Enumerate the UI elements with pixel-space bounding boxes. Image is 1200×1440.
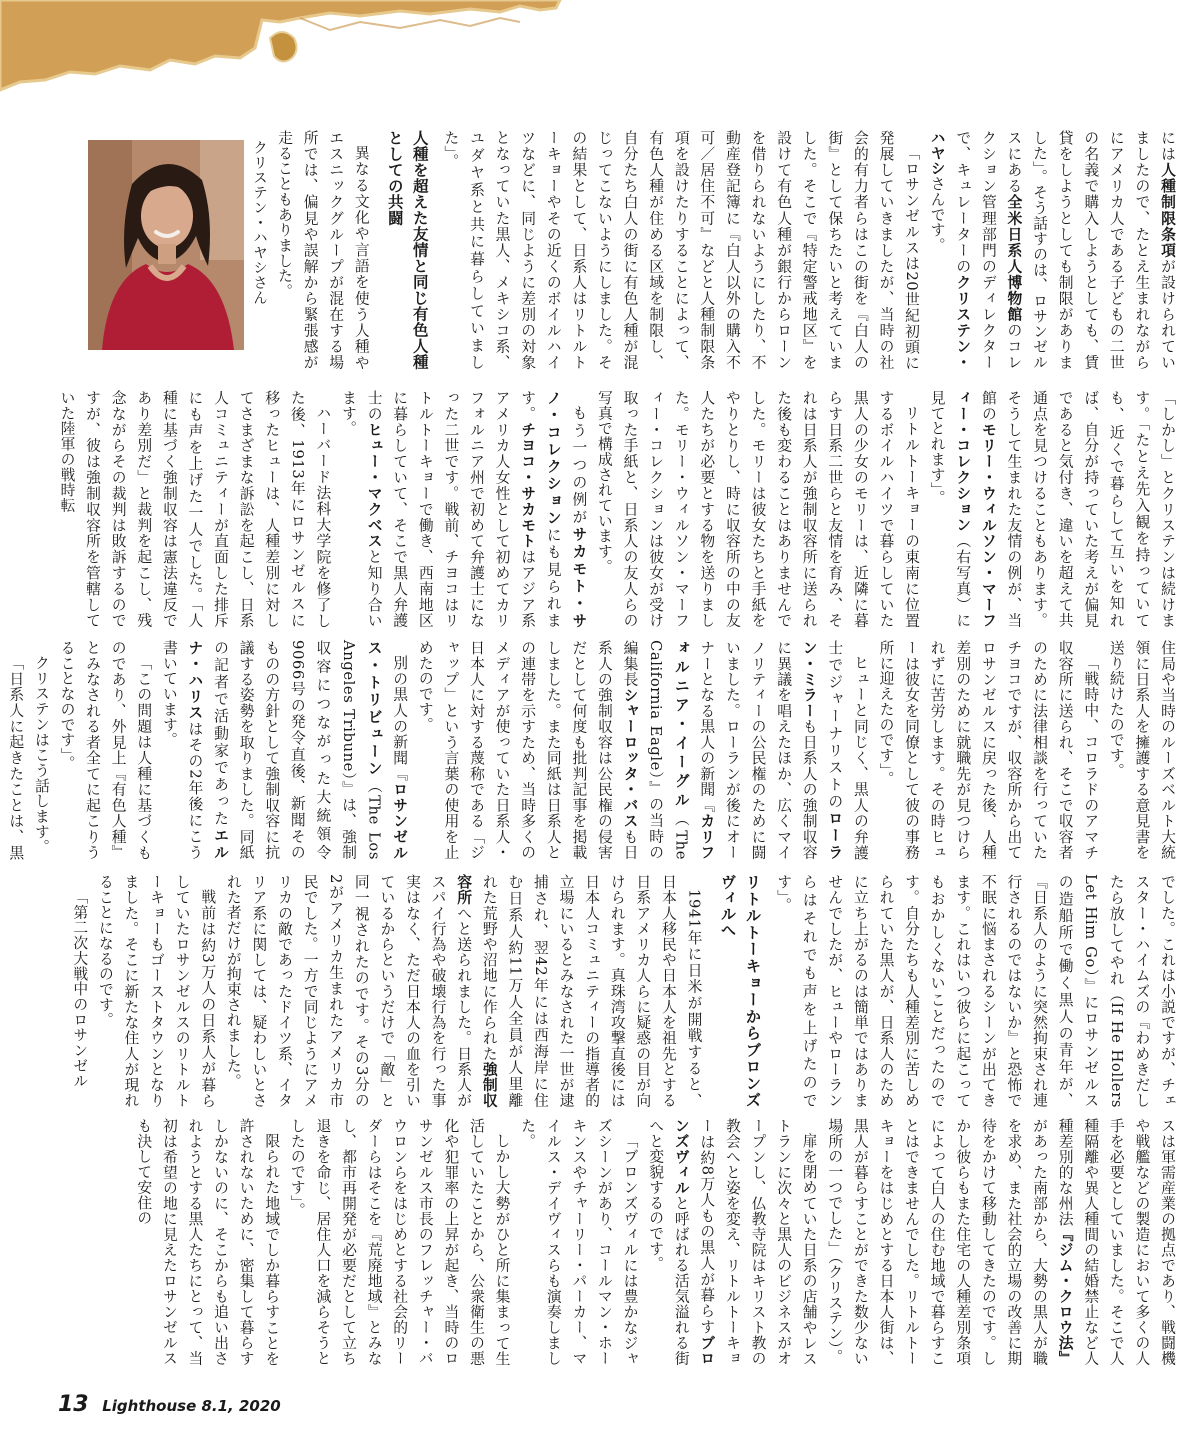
article-paragraph	[0, 640, 28, 860]
body-text: へと送られました。日系人がスパイ行為や破壊行為を行った事実はなく、ただ日本人の血を引いているからというだけで「敵」と同一視されたのです。その3分の2がアメリカ生まれたアメリカ市民でした。一方で同じようにアメリカの敵であったドイツ系、イタリア系に関しては、疑わしいとされた者だけが拘束されました。	[224, 874, 473, 1108]
emphasis-text: 『ジム・クロウ法』	[1056, 1226, 1074, 1367]
article-paragraph	[28, 640, 54, 860]
section-heading: 人種を超えた友情と同じ有色人種としての共闘	[385, 130, 429, 370]
emphasis-text: 人種制限条項	[1159, 162, 1176, 259]
article-column-1	[276, 130, 1180, 370]
body-text: スは軍需産業の拠点であり、戦闘機や戦艦などの製造において多くの人手を必要としていました。そこで人種隔離や異人種間の結婚禁止など人種差別的な州法	[1056, 1118, 1176, 1366]
body-text: も日系人の強制収容は公民権の侵害だとして何度も批判記事を掲載しました。また同紙は日系人との連帯を示すため、当時多くのメディアが使っていた日系人・日本人に対する蔑称である「ジャップ」という言葉の使用を止めたのです。	[416, 640, 639, 860]
body-text: 別の黒人の新聞『	[391, 654, 409, 782]
body-text: 限られた地域でしか暮らすことを許されないために、密集して暮らすしかないのに、そこからも追い出されようとする黒人たちにとって、当初は希望の地に見えたロサンゼルスも決して安住の	[135, 1118, 281, 1366]
article-paragraph	[873, 640, 1103, 860]
body-text: 住局や当時のルーズベルト大統領に日系人を擁護する意見書を送り続けたのです。	[1107, 640, 1176, 860]
body-text: 1941年に日米が開戦すると、日本人移民や日本人を祖先とする日系アメリカ人らに疑惑の目が向けられます。真珠湾攻撃直後には日本人コミュニティーの指導者的立場にいるとみなされた一世が逮捕され、翌42年には西海岸に住む日系人約11万人全員が人里離れた荒野や沼地に作られた	[480, 874, 703, 1108]
body-text: さんです。	[928, 176, 946, 253]
article-column-3	[7, 640, 1180, 861]
body-text: はアジア系アメリカ人女性として初めてカリフォルニア州で初めて弁護士になった二世です。戦前、チヨコはリトルトーキョーで働き、西南地区に暮らしていて、そこで黒人弁護士の	[365, 390, 537, 629]
article-paragraph	[54, 390, 336, 628]
body-text: も日系人の強制収容に異議を唱えたほか、広くマイノリティーの公民権のために闘いました。ローランが後にオーナーとなる黒人の新聞『	[698, 640, 818, 861]
article-paragraph	[591, 390, 924, 628]
article-column-5	[90, 1118, 1180, 1366]
article-column-2	[58, 390, 1180, 629]
article-column-4	[71, 874, 1180, 1108]
emphasis-text: チヨコ・サカモト	[519, 421, 537, 550]
body-text: 「ロサンゼルスは20世紀初頭に発展していきましたが、当時の社会的有力者らはこの街を『白人の街』として保ちたいと考えていました。そこで『特定警戒地区』を設けて有色人種が銀行からローンを借りられないようにしたり、不動産登記簿に『白人以外の購入不可／居住不可』などと人種制限条項を設けたりすることによって、有色人種が住める区域を制限し、自分たち白人の街に有色人種が混じってこないようにしました。その結果として、日系人はリトルトーキョーやその近くのボイルハイツなどに、同じように差別の対象となっていた黒人、メキシコ系、ユダヤ系と共に暮らしていました」。	[442, 130, 921, 370]
emphasis-text: カリフォルニア・イーグル	[672, 640, 716, 860]
body-text: 「第二次大戦中のロサンゼル	[71, 888, 89, 1089]
photo-caption: クリステン・ハヤシさん	[251, 140, 267, 305]
body-text: ヒューと同じく、黒人の弁護士でジャーナリストの	[826, 640, 869, 860]
article-paragraph	[67, 874, 93, 1108]
article-paragraph	[131, 1118, 285, 1366]
article-paragraph	[924, 130, 1180, 370]
body-text: にも見られます。	[519, 390, 562, 628]
article-paragraph	[438, 130, 924, 370]
body-text: が設けられていましたので、たとえ生まれながらにアメリカ人である子どもの二世の名義で購入しようとしても、賃貸をしようとしても制限がありました」。そう話すのは、ロサンゼルスにある	[1005, 130, 1176, 370]
article-paragraph	[515, 1118, 643, 1366]
body-text: と知り合います。	[340, 390, 383, 629]
portrait-photo	[88, 140, 244, 350]
article-paragraph	[271, 130, 373, 370]
body-text: 戦前は約3万人の日系人が暮らしていたロサンゼルスのリトルトーキョーもゴーストタウンとなりました。そこに新たな住人が現れることになるのです。	[96, 874, 217, 1108]
emphasis-text: ブロンズヴィル	[672, 1118, 716, 1367]
body-text: リトルトーキョーの東南に位置するボイルハイツで暮らしていた黒人の少女のモリーは、近隣に暮らす日系二世らと友情を育み、それは日系人が強制収容所に送られた後も変わることはありませんでした。モリーは彼女たちと手紙をやりとりし、時に収容所の中の友人たちが必要とする物を送りました。モリー・ウィルソン・マーフィー・コレクションは彼女が受け取った手紙と、日系人の友人らの写真で構成されています。	[595, 390, 921, 628]
emphasis-text: ロサンゼルス・トリビューン	[365, 640, 409, 860]
page-footer	[58, 1392, 281, 1417]
article-paragraph	[1103, 640, 1180, 860]
body-text: しかし大勢がひと所に集まって生活していたことから、公衆衛生の悪化や犯罪率の上昇が起き、当時のロサンゼルス市長のフレッチャー・バウロンらをはじめとする社会的リーダーらはそこを『荒廃地域』とみなし、都市再開発が必要だとして立ち退きを命じ、居住人口を減らそうとしたのです」。	[288, 1118, 511, 1366]
article-paragraph	[284, 1118, 514, 1366]
body-text: （右写真）に見てとれます」。	[928, 390, 972, 628]
article-paragraph	[924, 390, 1180, 628]
body-text: でした。これは小説ですが、チェスター・ハイムズの『わめきだしたら放してやれ（If He Hollers Let Him Go）』にロサンゼルスの造船所で働く黒人の青年が、『日系人のように突然拘束され連行されるのではないか』と恐怖で不眠に悩まされるシーンが出てきます。これはいつ彼らに起こってもおかしくないことだったのです。自分たちも人種差別に苦しめられていた黒人が、日系人のために立ち上がるのは簡単ではありませんでしたが、ヒューやローランらはそれでも声を上げたのです」。	[775, 874, 1176, 1108]
body-text: には	[1159, 130, 1176, 163]
body-text: 「日系人に起きたことは、黒	[7, 654, 25, 860]
portrait-illustration	[88, 140, 244, 350]
article-paragraph	[412, 640, 873, 860]
body-text: 異なる文化や言語を使う人種やエスニックグループが混在する場所では、偏見や誤解から緊張感が走ることもありました。	[276, 130, 370, 370]
emphasis-text: エルナ・ハリス	[186, 640, 230, 860]
body-text: 「この問題は人種に基づくものであり、外見上『有色人種』とみなされる者全てに起こりうることなのです」。	[58, 640, 153, 860]
body-text: 扉を閉めていた日系の店舗やレストランに次々と黒人のビジネスがオープンし、仏教寺院はキリスト教の教会へと姿を変え、リトルトーキョーは約8万人もの黒人が暮らす	[698, 1118, 818, 1366]
emphasis-text: 全米日系人博物館	[1005, 194, 1023, 323]
body-text: クリステンはこう話します。	[32, 654, 50, 855]
body-text: 「しかし」とクリステンは続けます。「たとえ先入観を持っていても、近くで暮らして互いを知れば、自分が持っていた考えが偏見であると気付き、違いを超えて共通点を見つけることもあります。そうして生まれた友情の例が、当館の	[979, 390, 1176, 628]
emphasis-text: ローラン・ミラー	[800, 640, 844, 860]
emphasis-text: サカモト・サノ・コレクション	[544, 390, 588, 628]
article-paragraph	[643, 1118, 822, 1366]
body-text: 「戦時中、コロラドのアマチ収容所に送られ、そこで収容者のために法律相談を行っていたチヨコですが、収容所から出てロサンゼルスに戻った後、人種差別のために就職先が見つけられずに苦労します。その時ヒューは彼女を同僚として彼の事務所に迎えたのです」。	[877, 640, 1100, 860]
body-text: ハーバード法科大学院を修了した後、1913年にロサンゼルスに移ったヒューは、人種差別に対してさまざまな訴訟を起こし、日系人コミュニティーが直面した排斥にも声を上げた一人でした。「人種に基づく強制収容は憲法違反であり差別だ」と裁判を起こし、残念ながらその裁判は敗訴するのですが、彼は強制収容所を管轄していた陸軍の戦時転	[58, 390, 332, 628]
body-text: もう一つの例が	[570, 404, 588, 527]
article-paragraph	[156, 640, 412, 860]
body-text: と呼ばれる活気溢れる街へと変貌するのです。	[647, 1118, 690, 1366]
emphasis-text: クリステン・ハヤシ	[928, 130, 972, 370]
page-number: 13	[58, 1392, 89, 1417]
magazine-issue: Lighthouse 8.1, 2020	[102, 1397, 281, 1415]
article-paragraph	[220, 874, 706, 1108]
article-paragraph	[335, 390, 591, 628]
torn-paper-decoration	[0, 0, 720, 95]
emphasis-text: ヒュー・マクベス	[365, 421, 383, 550]
body-text: があった南部から、大勢の黒人が職を求め、また社会的立場の改善に期待をかけて移動してきたのです。しかし彼らもまた住宅の人種差別条項によって白人の住む地域で暮らすことはできませんでした。リトルトーキョーをはじめとする日本人街は、黒人が暮らすことができた数少ない場所の一つでした」（クリステン）。	[826, 1118, 1049, 1366]
body-text: （The California Eagle）』の当時の編集長	[621, 640, 690, 860]
article-paragraph	[92, 874, 220, 1108]
body-text: （The Los Angeles Tribune）』は、強制収容につながった大統領令9066号の発令直後、新聞そのものの方針として強制収容に抗議する姿勢を取りました。同紙の記者で活動家であった	[212, 640, 383, 860]
article-paragraph	[771, 874, 1181, 1108]
body-text: 「ブロンズヴィルには豊かなジャズシーンがあり、コールマン・ホーキンスやチャーリー・パーカー、マイルス・デイヴィスらも演奏しました。	[519, 1118, 639, 1366]
emphasis-text: モリー・ウィルソン・マーフィー・コレクション	[954, 390, 997, 628]
article-paragraph	[822, 1118, 1180, 1366]
emphasis-text: シャーロッタ・バス	[621, 687, 639, 829]
emphasis-text: 強制収容所	[455, 874, 498, 1108]
section-heading: リトルトーキョーからブロンズヴィルへ	[718, 874, 762, 1108]
body-text: のコレクション管理部門のディレクターで、キュレーターの	[954, 130, 1023, 370]
body-text: はその2年後にこう書いています。	[160, 640, 204, 861]
article-paragraph	[54, 640, 156, 860]
